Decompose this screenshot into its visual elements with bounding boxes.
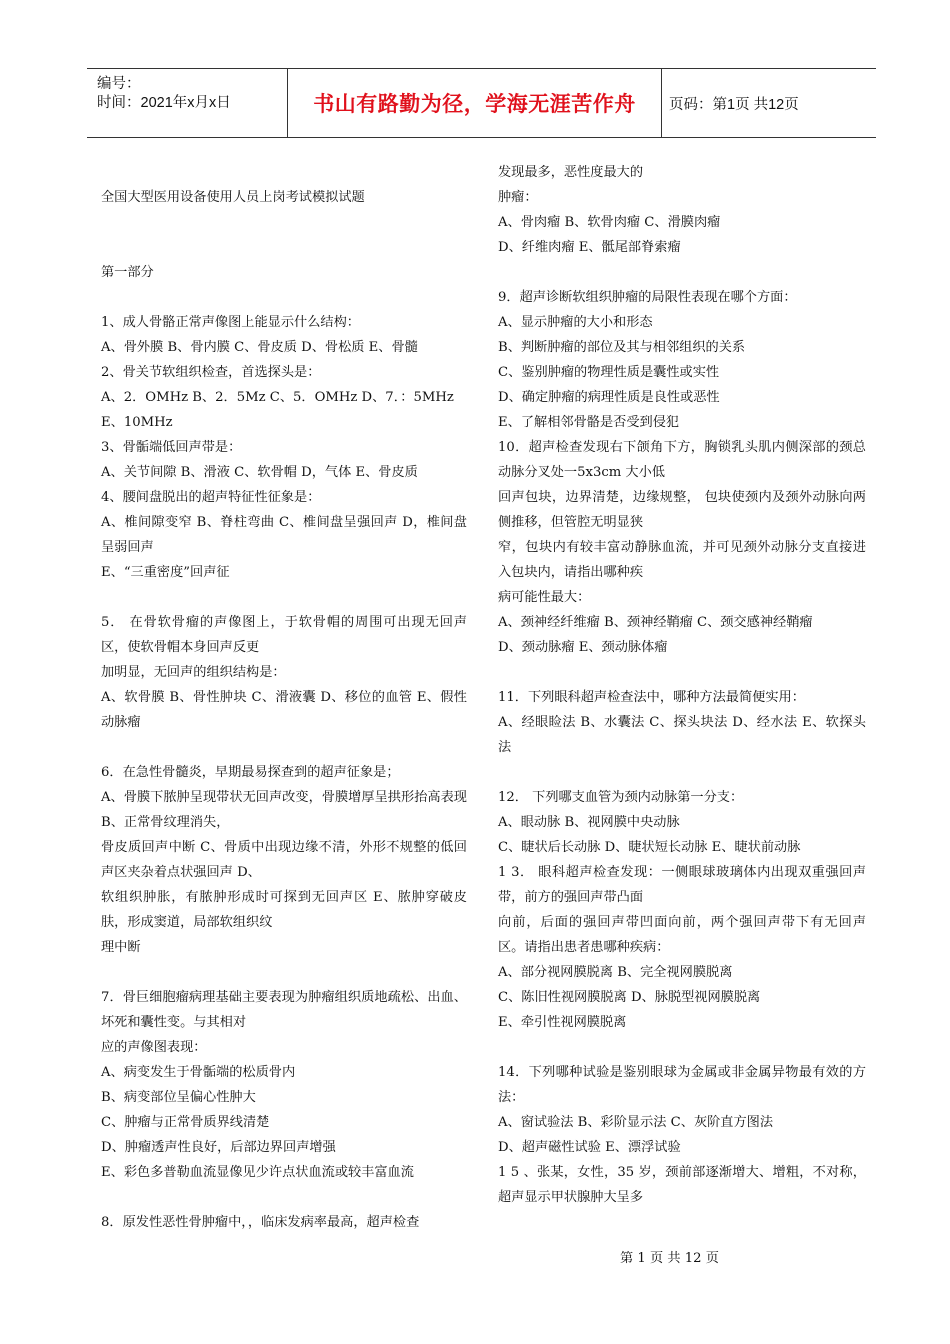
text-paragraph: A、骨膜下脓肿呈现带状无回声改变，骨膜增厚呈拱形抬高表现 B、正常骨纹理消失， <box>101 790 467 830</box>
text-paragraph: 窄，包块内有较丰富动静脉血流，并可见颈外动脉分支直接进入包块内，请指出哪种疾 <box>498 540 866 580</box>
text-paragraph: 软组织肿胀，有脓肿形成时可探到无回声区 E、脓肿穿破皮肤，形成窦道，局部软组织纹 <box>101 890 467 930</box>
text-paragraph <box>101 160 467 185</box>
page-label: 页码：第1页 共12页 <box>669 96 799 113</box>
page-footer: 第 1 页 共 12 页 <box>620 1251 719 1266</box>
text-paragraph: 1、成人骨骼正常声像图上能显示什么结构： <box>101 315 360 330</box>
text-paragraph <box>498 660 866 685</box>
text-paragraph <box>101 960 467 985</box>
text-paragraph <box>101 1185 467 1210</box>
text-paragraph: E、彩色多普勒血流显像见少许点状血流或较丰富血流 <box>101 1165 414 1180</box>
text-paragraph: 骨皮质回声中断 C、骨质中出现边缘不清，外形不规整的低回声区夹杂着点状强回声 D、 <box>101 840 467 880</box>
text-paragraph: D、纤维肉瘤 E、骶尾部脊索瘤 <box>498 240 681 255</box>
text-paragraph: 病可能性最大： <box>498 590 591 605</box>
text-paragraph: A、颈神经纤维瘤 B、颈神经鞘瘤 C、颈交感神经鞘瘤 <box>498 615 813 630</box>
text-paragraph: A、显示肿瘤的大小和形态 <box>498 315 653 330</box>
motto-text: 书山有路勤为径，学海无涯苦作舟 <box>313 92 636 116</box>
page-header <box>87 68 876 138</box>
text-paragraph: 1 5 、张某，女性，35 岁，颈前部逐渐增大、增粗，不对称，超声显示甲状腺肿大呈多 <box>498 1165 866 1205</box>
text-paragraph: 11．下列眼科超声检查法中，哪种方法最简便实用： <box>498 690 805 705</box>
text-paragraph: D、超声磁性试验 E、漂浮试验 <box>498 1140 681 1155</box>
text-paragraph: C、睫状后长动脉 D、睫状短长动脉 E、睫状前动脉 <box>498 840 801 855</box>
text-paragraph: A、骨外膜 B、骨内膜 C、骨皮质 D、骨松质 E、骨髓 <box>101 340 418 355</box>
text-paragraph: 理中断 <box>101 940 141 955</box>
text-paragraph: B、判断肿瘤的部位及其与相邻组织的关系 <box>498 340 746 355</box>
text-paragraph <box>498 1035 866 1060</box>
text-paragraph: A、部分视网膜脱离 B、完全视网膜脱离 <box>498 965 733 980</box>
text-paragraph: 全国大型医用设备使用人员上岗考试模拟试题 <box>101 190 365 205</box>
text-paragraph <box>101 235 467 260</box>
text-paragraph: 第一部分 <box>101 265 154 280</box>
text-paragraph: 1 3． 眼科超声检查发现：一侧眼球玻璃体内出现双重强回声带，前方的强回声带凸面 <box>498 865 866 905</box>
header-page-cell <box>661 69 876 137</box>
text-paragraph: 14．下列哪种试验是鉴别眼球为金属或非金属异物最有效的方法： <box>498 1065 866 1105</box>
text-paragraph: A、关节间隙 B、滑液 C、软骨帽 D，气体 E、骨皮质 <box>101 465 418 480</box>
text-paragraph: 5． 在骨软骨瘤的声像图上，于软骨帽的周围可出现无回声区，使软骨帽本身回声反更 <box>101 615 467 655</box>
text-paragraph: 回声包块，边界清楚，边缘规整， 包块使颈内及颈外动脉向两侧推移，但管腔无明显狭 <box>498 490 866 530</box>
text-paragraph: 4、腰间盘脱出的超声特征性征象是： <box>101 490 321 505</box>
text-paragraph: D、颈动脉瘤 E、颈动脉体瘤 <box>498 640 668 655</box>
time-label: 时间：2021年x月x日 <box>97 95 231 111</box>
text-paragraph: A、眼动脉 B、视网膜中央动脉 <box>498 815 680 830</box>
text-paragraph: A、软骨膜 B、骨性肿块 C、滑液囊 D、移位的血管 E、假性动脉瘤 <box>101 690 467 730</box>
text-paragraph: B、病变部位呈偏心性肿大 <box>101 1090 256 1105</box>
text-paragraph: 3、骨骺端低回声带是： <box>101 440 242 455</box>
text-paragraph: 加明显，无回声的组织结构是： <box>101 665 286 680</box>
text-paragraph: D、肿瘤透声性良好，后部边界回声增强 <box>101 1140 336 1155</box>
text-paragraph: 6．在急性骨髓炎，早期最易探查到的超声征象是； <box>101 765 400 780</box>
text-paragraph: D、确定肿瘤的病理性质是良性或恶性 <box>498 390 720 405</box>
text-paragraph <box>101 585 467 610</box>
text-paragraph: 12． 下列哪支血管为颈内动脉第一分支： <box>498 790 744 805</box>
text-paragraph: 2、骨关节软组织检查，首选探头是： <box>101 365 321 380</box>
text-paragraph: C、鉴别肿瘤的物理性质是囊性或实性 <box>498 365 720 380</box>
text-paragraph: A、骨肉瘤 B、软骨肉瘤 C、滑膜肉瘤 <box>498 215 721 230</box>
text-paragraph: 9．超声诊断软组织肿瘤的局限性表现在哪个方面： <box>498 290 797 305</box>
text-paragraph: A、椎间隙变窄 B、脊柱弯曲 C、椎间盘呈强回声 D，椎间盘呈弱回声 <box>101 515 467 555</box>
text-paragraph: A、窗试验法 B、彩阶显示法 C、灰阶直方图法 <box>498 1115 774 1130</box>
text-paragraph: 10．超声检查发现右下颌角下方，胸锁乳头肌内侧深部的颈总动脉分叉处一5x3cm 大小低 <box>498 440 866 480</box>
text-paragraph <box>101 210 467 235</box>
text-paragraph: C、肿瘤与正常骨质界线清楚 <box>101 1115 270 1130</box>
right-column <box>498 160 866 1210</box>
text-paragraph: 向前，后面的强回声带凹面向前，两个强回声带下有无回声区。请指出患者患哪种疾病： <box>498 915 866 955</box>
text-paragraph: E、了解相邻骨骼是否受到侵犯 <box>498 415 680 430</box>
number-label: 编号： <box>97 76 141 92</box>
header-meta <box>87 69 287 137</box>
left-column <box>101 160 467 1235</box>
text-paragraph: E、10MHz <box>101 415 173 430</box>
header-motto-cell <box>287 69 662 137</box>
text-paragraph <box>101 285 467 310</box>
text-paragraph: 7．骨巨细胞瘤病理基础主要表现为肿瘤组织质地疏松、出血、坏死和囊性变。与其相对 <box>101 990 467 1030</box>
text-paragraph: 应的声像图表现： <box>101 1040 207 1055</box>
text-paragraph: A、2．OMHz B、2．5Mz C、5．OMHz D、7．：5MHz <box>101 390 454 405</box>
text-paragraph: 发现最多，恶性度最大的 <box>498 165 644 180</box>
text-paragraph: C、陈旧性视网膜脱离 D、脉脱型视网膜脱离 <box>498 990 761 1005</box>
text-paragraph <box>498 760 866 785</box>
text-paragraph: 8．原发性恶性骨肿瘤中，，临床发病率最高，超声检查 <box>101 1215 420 1230</box>
text-paragraph: 肿瘤： <box>498 190 538 205</box>
text-paragraph: A、病变发生于骨骺端的松质骨内 <box>101 1065 296 1080</box>
text-paragraph: E、牵引性视网膜脱离 <box>498 1015 627 1030</box>
text-paragraph <box>101 735 467 760</box>
text-paragraph <box>498 260 866 285</box>
text-paragraph: E、“三重密度”回声征 <box>101 565 230 580</box>
text-paragraph: A、经眼睑法 B、水囊法 C、探头块法 D、经水法 E、软探头法 <box>498 715 866 755</box>
